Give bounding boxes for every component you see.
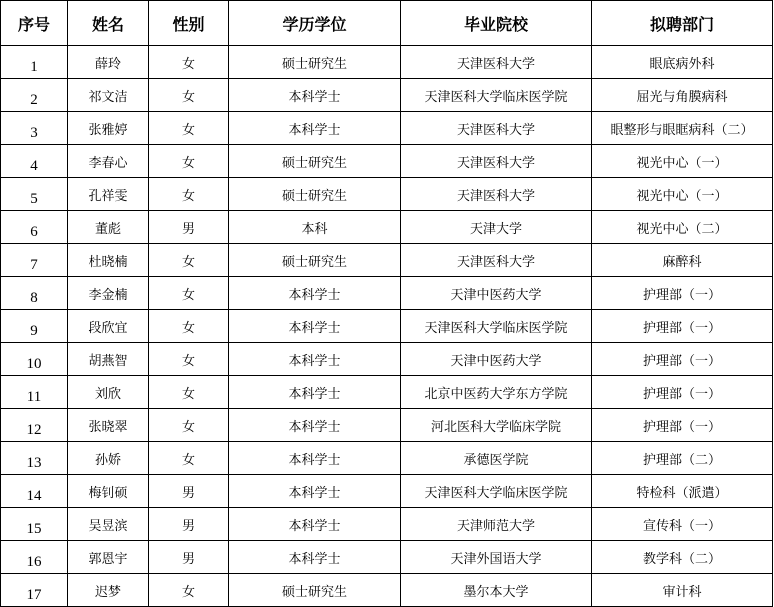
- cell-name: 薛玲: [68, 46, 149, 79]
- cell-school: 北京中医药大学东方学院: [401, 376, 592, 409]
- table-header: [1, 1, 773, 46]
- cell-school: 天津外国语大学: [401, 541, 592, 574]
- cell-gender: 女: [149, 46, 229, 79]
- cell-degree: 本科: [229, 211, 401, 244]
- table-row: [1, 409, 773, 442]
- cell-gender: 男: [149, 508, 229, 541]
- table-body: [1, 46, 773, 607]
- cell-name: 李金楠: [68, 277, 149, 310]
- cell-department: 特检科（派遣）: [592, 475, 773, 508]
- table-row: [1, 376, 773, 409]
- cell-department: 视光中心（一）: [592, 178, 773, 211]
- cell-school: 天津医科大学: [401, 46, 592, 79]
- header-gender: 性别: [149, 1, 229, 46]
- table-row: [1, 508, 773, 541]
- cell-department: 护理部（一）: [592, 376, 773, 409]
- header-name: 姓名: [68, 1, 149, 46]
- cell-index: 3: [1, 112, 68, 145]
- cell-name: 祁文洁: [68, 79, 149, 112]
- cell-index: 9: [1, 310, 68, 343]
- table-row: [1, 475, 773, 508]
- cell-school: 天津医科大学临床医学院: [401, 310, 592, 343]
- table-row: [1, 244, 773, 277]
- cell-school: 天津医科大学: [401, 244, 592, 277]
- cell-gender: 女: [149, 442, 229, 475]
- cell-school: 天津医科大学: [401, 112, 592, 145]
- table-row: [1, 442, 773, 475]
- cell-school: 天津中医药大学: [401, 343, 592, 376]
- cell-name: 董彪: [68, 211, 149, 244]
- cell-degree: 本科学士: [229, 475, 401, 508]
- cell-department: 护理部（一）: [592, 409, 773, 442]
- cell-department: 眼整形与眼眶病科（二）: [592, 112, 773, 145]
- cell-school: 天津医科大学临床医学院: [401, 475, 592, 508]
- cell-degree: 本科学士: [229, 541, 401, 574]
- cell-school: 天津大学: [401, 211, 592, 244]
- table-row: [1, 112, 773, 145]
- cell-degree: 本科学士: [229, 277, 401, 310]
- cell-name: 郭恩宇: [68, 541, 149, 574]
- cell-name: 刘欣: [68, 376, 149, 409]
- cell-name: 李春心: [68, 145, 149, 178]
- cell-index: 8: [1, 277, 68, 310]
- cell-department: 教学科（二）: [592, 541, 773, 574]
- cell-department: 视光中心（二）: [592, 211, 773, 244]
- cell-name: 胡燕智: [68, 343, 149, 376]
- cell-school: 天津医科大学: [401, 145, 592, 178]
- table-row: [1, 574, 773, 607]
- cell-gender: 女: [149, 145, 229, 178]
- cell-degree: 硕士研究生: [229, 574, 401, 607]
- cell-department: 护理部（一）: [592, 343, 773, 376]
- cell-index: 1: [1, 46, 68, 79]
- cell-school: 河北医科大学临床学院: [401, 409, 592, 442]
- cell-gender: 女: [149, 277, 229, 310]
- cell-gender: 男: [149, 541, 229, 574]
- cell-index: 4: [1, 145, 68, 178]
- cell-name: 张晓翠: [68, 409, 149, 442]
- cell-department: 屈光与角膜病科: [592, 79, 773, 112]
- cell-degree: 本科学士: [229, 409, 401, 442]
- cell-degree: 本科学士: [229, 79, 401, 112]
- table-row: [1, 310, 773, 343]
- cell-school: 天津师范大学: [401, 508, 592, 541]
- cell-gender: 男: [149, 211, 229, 244]
- cell-department: 护理部（二）: [592, 442, 773, 475]
- cell-index: 14: [1, 475, 68, 508]
- cell-gender: 女: [149, 244, 229, 277]
- table-row: [1, 211, 773, 244]
- cell-school: 天津医科大学: [401, 178, 592, 211]
- cell-index: 11: [1, 376, 68, 409]
- table-row: [1, 343, 773, 376]
- cell-name: 梅钊硕: [68, 475, 149, 508]
- cell-school: 天津医科大学临床医学院: [401, 79, 592, 112]
- cell-department: 麻醉科: [592, 244, 773, 277]
- table-row: [1, 541, 773, 574]
- cell-department: 护理部（一）: [592, 277, 773, 310]
- cell-name: 张雅婷: [68, 112, 149, 145]
- cell-name: 吴昱滨: [68, 508, 149, 541]
- cell-name: 杜晓楠: [68, 244, 149, 277]
- table-row: [1, 178, 773, 211]
- cell-degree: 本科学士: [229, 376, 401, 409]
- header-degree: 学历学位: [229, 1, 401, 46]
- header-department: 拟聘部门: [592, 1, 773, 46]
- cell-department: 护理部（一）: [592, 310, 773, 343]
- cell-gender: 女: [149, 574, 229, 607]
- cell-school: 天津中医药大学: [401, 277, 592, 310]
- cell-school: 承德医学院: [401, 442, 592, 475]
- header-index: 序号: [1, 1, 68, 46]
- cell-gender: 男: [149, 475, 229, 508]
- cell-gender: 女: [149, 112, 229, 145]
- cell-degree: 本科学士: [229, 508, 401, 541]
- cell-index: 16: [1, 541, 68, 574]
- cell-gender: 女: [149, 409, 229, 442]
- cell-name: 迟梦: [68, 574, 149, 607]
- table-row: [1, 277, 773, 310]
- cell-index: 12: [1, 409, 68, 442]
- cell-index: 5: [1, 178, 68, 211]
- cell-index: 2: [1, 79, 68, 112]
- cell-index: 15: [1, 508, 68, 541]
- cell-name: 段欣宜: [68, 310, 149, 343]
- cell-gender: 女: [149, 178, 229, 211]
- cell-index: 13: [1, 442, 68, 475]
- cell-name: 孙娇: [68, 442, 149, 475]
- cell-degree: 本科学士: [229, 442, 401, 475]
- cell-gender: 女: [149, 79, 229, 112]
- table-row: [1, 46, 773, 79]
- cell-department: 视光中心（一）: [592, 145, 773, 178]
- cell-name: 孔祥雯: [68, 178, 149, 211]
- cell-degree: 硕士研究生: [229, 178, 401, 211]
- cell-degree: 硕士研究生: [229, 145, 401, 178]
- cell-school: 墨尔本大学: [401, 574, 592, 607]
- table-row: [1, 79, 773, 112]
- cell-gender: 女: [149, 343, 229, 376]
- cell-department: 宣传科（一）: [592, 508, 773, 541]
- header-row: [1, 1, 773, 46]
- table-row: [1, 145, 773, 178]
- cell-gender: 女: [149, 376, 229, 409]
- cell-index: 6: [1, 211, 68, 244]
- cell-gender: 女: [149, 310, 229, 343]
- cell-degree: 本科学士: [229, 343, 401, 376]
- cell-degree: 硕士研究生: [229, 244, 401, 277]
- cell-degree: 硕士研究生: [229, 46, 401, 79]
- cell-index: 7: [1, 244, 68, 277]
- cell-department: 审计科: [592, 574, 773, 607]
- cell-degree: 本科学士: [229, 112, 401, 145]
- cell-index: 17: [1, 574, 68, 607]
- header-school: 毕业院校: [401, 1, 592, 46]
- cell-department: 眼底病外科: [592, 46, 773, 79]
- cell-degree: 本科学士: [229, 310, 401, 343]
- cell-index: 10: [1, 343, 68, 376]
